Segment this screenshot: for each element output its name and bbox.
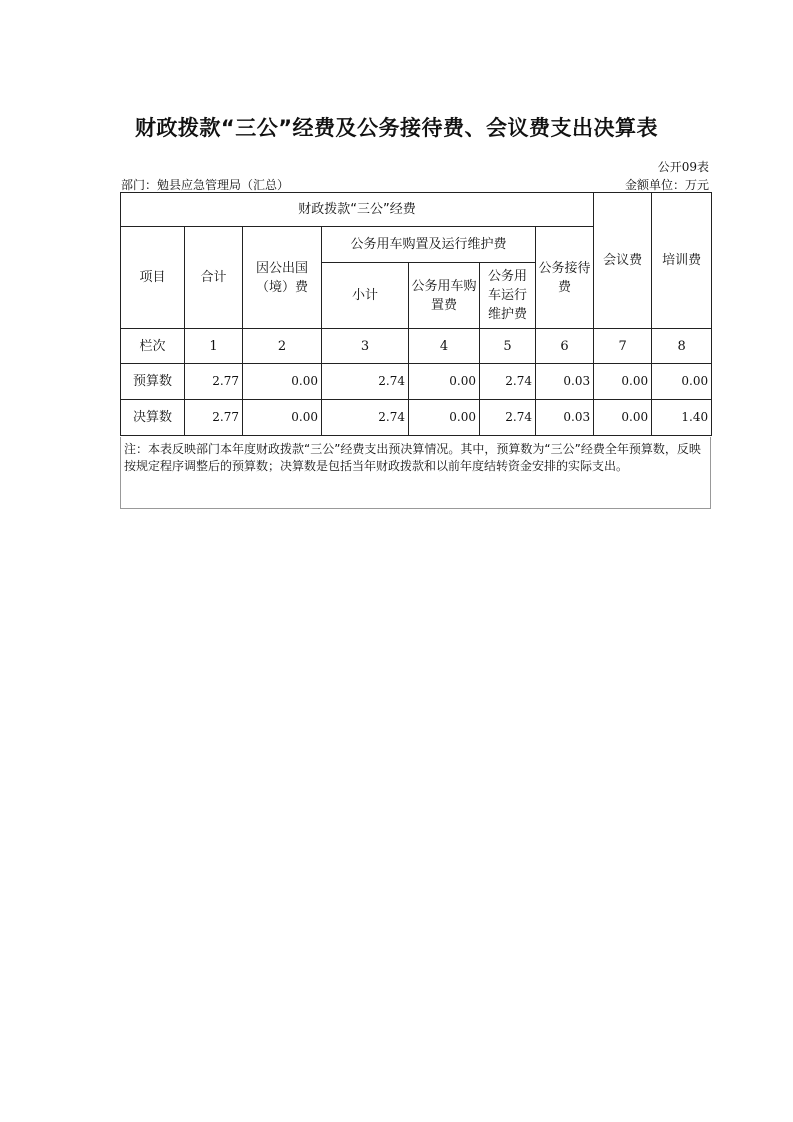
value-cell: 1.40 bbox=[652, 400, 712, 436]
actual-row bbox=[121, 400, 712, 436]
index-cell: 7 bbox=[594, 329, 652, 364]
department-label: 部门：勉县应急管理局（汇总） bbox=[121, 178, 290, 192]
value-cell: 2.74 bbox=[480, 364, 536, 400]
index-label-cell: 栏次 bbox=[121, 329, 185, 364]
index-cell: 6 bbox=[536, 329, 594, 364]
table-note: 注：本表反映部门本年度财政拨款“三公”经费支出预决算情况。其中，预算数为“三公”经费全年预算数，反映按规定程序调整后的预算数；决算数是包括当年财政拨款和以前年度结转资金安排的实际支出。 bbox=[120, 437, 711, 509]
value-cell: 2.74 bbox=[322, 400, 409, 436]
expenditure-table bbox=[120, 192, 712, 436]
subtotal-header-cell: 小计 bbox=[322, 263, 409, 329]
group-header-cell: 财政拨款“三公”经费 bbox=[121, 193, 594, 227]
unit-label: 金额单位：万元 bbox=[624, 178, 709, 192]
budget-row bbox=[121, 364, 712, 400]
value-cell: 0.00 bbox=[243, 400, 322, 436]
value-cell: 0.00 bbox=[409, 364, 480, 400]
report-title: 财政拨款“三公”经费及公务接待费、会议费支出决算表 bbox=[134, 116, 659, 140]
index-cell: 8 bbox=[652, 329, 712, 364]
header-row-1 bbox=[121, 193, 712, 227]
value-cell: 0.00 bbox=[243, 364, 322, 400]
index-cell: 1 bbox=[185, 329, 243, 364]
form-number: 公开09表 bbox=[657, 160, 709, 174]
index-cell: 3 bbox=[322, 329, 409, 364]
vehicle-group-header-cell: 公务用车购置及运行维护费 bbox=[322, 227, 536, 263]
vehicle-purchase-header-cell: 公务用车购置费 bbox=[409, 263, 480, 329]
value-cell: 2.74 bbox=[322, 364, 409, 400]
index-cell: 5 bbox=[480, 329, 536, 364]
reception-header-cell: 公务接待费 bbox=[536, 227, 594, 329]
row-label-cell: 预算数 bbox=[121, 364, 185, 400]
value-cell: 2.74 bbox=[480, 400, 536, 436]
total-header-cell: 合计 bbox=[185, 227, 243, 329]
value-cell: 2.77 bbox=[185, 400, 243, 436]
value-cell: 0.00 bbox=[594, 400, 652, 436]
abroad-header-cell: 因公出国（境）费 bbox=[243, 227, 322, 329]
value-cell: 0.00 bbox=[409, 400, 480, 436]
index-cell: 4 bbox=[409, 329, 480, 364]
value-cell: 2.77 bbox=[185, 364, 243, 400]
index-row bbox=[121, 329, 712, 364]
vehicle-operation-header-cell: 公务用车运行维护费 bbox=[480, 263, 536, 329]
value-cell: 0.00 bbox=[594, 364, 652, 400]
value-cell: 0.03 bbox=[536, 364, 594, 400]
value-cell: 0.03 bbox=[536, 400, 594, 436]
index-cell: 2 bbox=[243, 329, 322, 364]
value-cell: 0.00 bbox=[652, 364, 712, 400]
row-label-cell: 决算数 bbox=[121, 400, 185, 436]
meeting-header-cell: 会议费 bbox=[594, 193, 652, 329]
item-header-cell: 项目 bbox=[121, 227, 185, 329]
training-header-cell: 培训费 bbox=[652, 193, 712, 329]
